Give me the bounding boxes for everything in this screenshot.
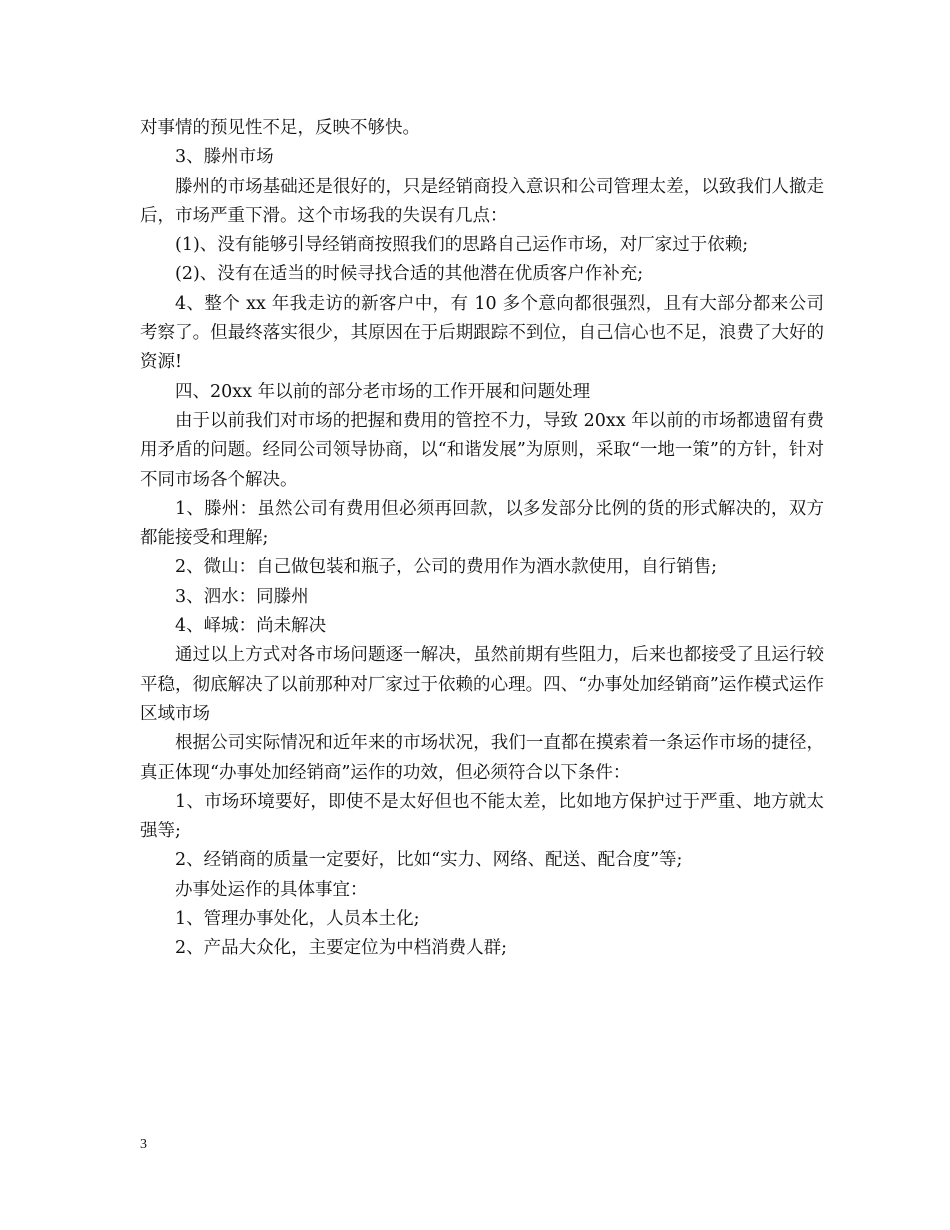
paragraph-2: 3、滕州市场	[175, 147, 274, 168]
paragraph-16: 2、经销商的质量一定要好，比如“实力、网络、配送、配合度”等;	[175, 850, 683, 871]
paragraph-11: 3、泗水：同滕州	[175, 586, 309, 607]
paragraph-19: 2、产品大众化，主要定位为中档消费人群;	[175, 938, 508, 959]
paragraph-14: 根据公司实际情况和近年来的市场状况，我们一直都在摸索着一条运作市场的捷径，真正体现“办事处加经销商”运作的功效，但必须符合以下条件：	[140, 733, 824, 783]
paragraph-3: 滕州的市场基础还是很好的，只是经销商投入意识和公司管理太差，以致我们人撤走后，市场严重下滑。这个市场我的失误有几点：	[140, 176, 824, 226]
paragraph-17: 办事处运作的具体事宜：	[175, 879, 368, 900]
paragraph-10: 2、微山：自己做包装和瓶子，公司的费用作为酒水款使用，自行销售;	[175, 557, 718, 578]
page-number: 3	[140, 1137, 147, 1152]
paragraph-9: 1、滕州：虽然公司有费用但必须再回款，以多发部分比例的货的形式解决的，双方都能接受和理解;	[140, 498, 824, 549]
section-heading-4: 四、20xx 年以前的部分老市场的工作开展和问题处理	[175, 381, 591, 402]
paragraph-13: 通过以上方式对各市场问题逐一解决，虽然前期有些阻力，后来也都接受了且运行较平稳，彻底解决了以前那种对厂家过于依赖的心理。四、“办事处加经销商”运作模式运作区域市场	[140, 645, 824, 724]
paragraph-12: 4、峄城：尚未解决	[175, 616, 327, 637]
document-body	[140, 114, 824, 964]
paragraph-5: (2)、没有在适当的时候寻找合适的其他潜在优质客户作补充;	[175, 264, 644, 285]
paragraph-15: 1、市场环境要好，即使不是太好但也不能太差，比如地方保护过于严重、地方就太强等;	[140, 791, 824, 842]
paragraph-6: 4、整个 xx 年我走访的新客户中，有 10 多个意向都很强烈，且有大部分都来公司考察了。但最终落实很少，其原因在于后期跟踪不到位，自己信心也不足，浪费了大好的资源!	[140, 293, 824, 373]
paragraph-1: 对事情的预见性不足，反映不够快。	[140, 118, 420, 138]
paragraph-18: 1、管理办事处化，人员本土化;	[175, 909, 420, 930]
paragraph-4: (1)、没有能够引导经销商按照我们的思路自己运作市场，对厂家过于依赖;	[175, 235, 749, 256]
paragraph-8: 由于以前我们对市场的把握和费用的管控不力，导致 20xx 年以前的市场都遗留有费用矛盾的问题。经同公司领导协商，以“和谐发展”为原则，采取“一地一策”的方针，针对不同市场各个解决。	[140, 410, 824, 490]
